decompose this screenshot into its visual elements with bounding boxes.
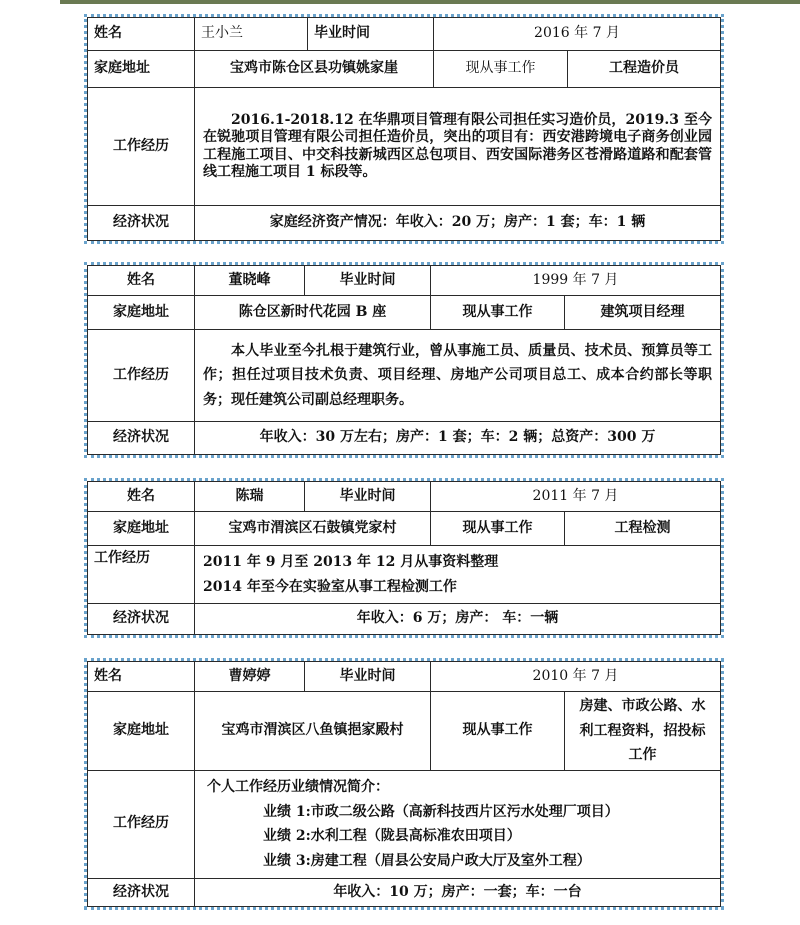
address-value: 宝鸡市渭滨区八鱼镇挹家殿村 (195, 692, 431, 771)
address-value: 陈仓区新时代花园 B 座 (195, 296, 431, 330)
current-job-value: 建筑项目经理 (565, 296, 721, 330)
address-label: 家庭地址 (88, 692, 195, 771)
grad-time-value: 1999 年 7 月 (431, 266, 721, 296)
economic-value: 年收入：6 万；房产： 车：一辆 (195, 604, 721, 635)
address-label: 家庭地址 (88, 512, 195, 546)
experience-text (195, 770, 721, 878)
name-value: 曹婷婷 (195, 662, 305, 692)
experience-line: 2011 年 9 月至 2013 年 12 月从事资料整理 (203, 554, 499, 570)
experience-line: 个人工作经历业绩情况简介： (207, 779, 389, 795)
name-label: 姓名 (88, 482, 195, 512)
grad-time-label: 毕业时间 (305, 662, 431, 692)
address-label: 家庭地址 (88, 51, 195, 88)
current-job-value: 房建、市政公路、水利工程资料，招投标工作 (565, 692, 721, 771)
profile-table (87, 661, 721, 907)
economic-label: 经济状况 (88, 422, 195, 455)
name-label: 姓名 (88, 266, 195, 296)
experience-label: 工作经历 (88, 330, 195, 422)
name-value: 王小兰 (195, 18, 308, 51)
profile-table (87, 17, 721, 241)
grad-time-label: 毕业时间 (308, 18, 434, 51)
profile-table (87, 481, 721, 635)
name-value: 陈瑞 (195, 482, 305, 512)
name-value: 董晓峰 (195, 266, 305, 296)
name-label: 姓名 (88, 662, 195, 692)
economic-label: 经济状况 (88, 206, 195, 241)
profile-card-2 (84, 262, 724, 458)
top-bar (60, 0, 800, 4)
experience-line: 业绩 1:市政二级公路（高新科技西片区污水处理厂项目） (263, 803, 619, 820)
profile-table (87, 265, 721, 455)
address-label: 家庭地址 (88, 296, 195, 330)
economic-label: 经济状况 (88, 604, 195, 635)
name-label: 姓名 (88, 18, 195, 51)
experience-text (195, 546, 721, 604)
grad-time-value: 2011 年 7 月 (431, 482, 721, 512)
current-job-label: 现从事工作 (431, 692, 565, 771)
experience-line: 业绩 2:水利工程（陇县高标准农田项目） (263, 828, 521, 844)
economic-value: 家庭经济资产情况：年收入：20 万；房产：1 套；车：1 辆 (195, 206, 721, 241)
current-job-value: 工程造价员 (568, 51, 721, 88)
economic-value: 年收入：30 万左右；房产：1 套；车：2 辆；总资产：300 万 (195, 422, 721, 455)
experience-label: 工作经历 (88, 770, 195, 878)
current-job-label: 现从事工作 (431, 512, 565, 546)
economic-value: 年收入：10 万；房产：一套；车：一台 (195, 878, 721, 907)
economic-label: 经济状况 (88, 878, 195, 907)
current-job-value: 工程检测 (565, 512, 721, 546)
experience-label: 工作经历 (88, 546, 195, 604)
current-job-label: 现从事工作 (434, 51, 568, 88)
profile-card-3 (84, 478, 724, 638)
profile-card-4 (84, 658, 724, 910)
address-value: 宝鸡市渭滨区石鼓镇党家村 (195, 512, 431, 546)
experience-line: 业绩 3:房建工程（眉县公安局户政大厅及室外工程） (263, 852, 591, 869)
experience-text: 本人毕业至今扎根于建筑行业，曾从事施工员、质量员、技术员、预算员等工作；担任过项目技术负责、项目经理、房地产公司项目总工、成本合约部长等职务；现任建筑公司副总经理职务。 (195, 330, 721, 422)
current-job-label: 现从事工作 (431, 296, 565, 330)
grad-time-label: 毕业时间 (305, 266, 431, 296)
experience-label: 工作经历 (88, 88, 195, 206)
experience-text: 2016.1-2018.12 在华鼎项目管理有限公司担任实习造价员，2019.3 至今在锐驰项目管理有限公司担任造价员，突出的项目有：西安港跨境电子商务创业园工程施工项目、中交科技新城西区总包项目、西安国际港务区苍滑路道路和配套管线工程施工项目 1 标段等。 (195, 88, 721, 206)
grad-time-label: 毕业时间 (305, 482, 431, 512)
grad-time-value: 2016 年 7 月 (434, 18, 721, 51)
profile-card-1 (84, 14, 724, 244)
experience-line: 2014 年至今在实验室从事工程检测工作 (203, 578, 457, 595)
grad-time-value: 2010 年 7 月 (431, 662, 721, 692)
address-value: 宝鸡市陈仓区县功镇姚家崖 (195, 51, 434, 88)
